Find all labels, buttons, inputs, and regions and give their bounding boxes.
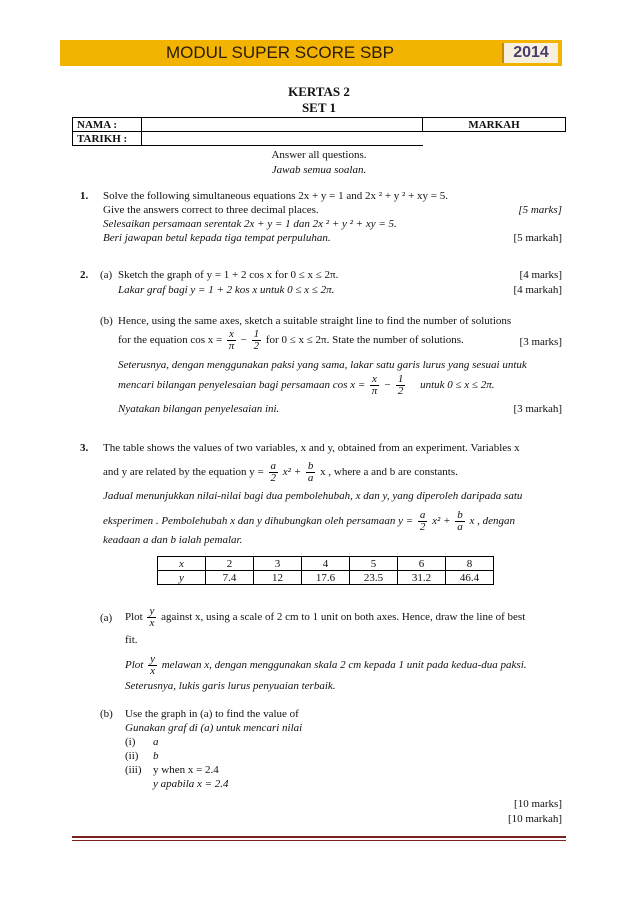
instruction-my: Jawab semua soalan. [271, 164, 367, 176]
paper-title: KERTAS 2 [288, 84, 350, 99]
y-label: y [158, 571, 206, 585]
table-row [158, 571, 494, 585]
footer-divider-thin [72, 840, 566, 841]
table-cell: 5 [350, 557, 398, 571]
fraction-one-half: $\frac{1}{2}$ [253, 328, 260, 352]
q2b-text-en: Hence, using the same axes, sketch a suitable straight line to find the number of solutions [118, 315, 512, 327]
q2b-text-my-3: Nyatakan bilangan penyelesaian ini. [118, 403, 280, 415]
fraction-x-over-pi: $\frac{x}{\pi}$ [228, 328, 235, 352]
q1-text-my: Selesaikan persamaan serentak 2x + y = 1 dan 2x ² + y ² + xy = 5. [103, 218, 397, 230]
q2b-equation-en: for the equation cos x = $\frac{x}{\pi}$ − $\frac{1}{2}$ for 0 ≤ x ≤ 2π. State the number of solutions. [118, 328, 464, 352]
q3-text-my-3: keadaan a dan b ialah pemalar. [103, 534, 243, 546]
q2b-eq-prefix: for the equation cos x = [118, 334, 223, 347]
table-cell: 2 [206, 557, 254, 571]
year-badge: 2014 [502, 43, 558, 63]
q2a-marks-my: [4 markah] [513, 284, 562, 296]
table-cell: 23.5 [350, 571, 398, 585]
q3b-item-ii-label: (ii) [125, 750, 139, 762]
name-label: NAMA : [73, 118, 142, 132]
q3b-label: (b) [100, 708, 113, 720]
q2b-marks-en: [3 marks] [519, 336, 562, 348]
q2-number: 2. [80, 269, 89, 281]
q3b-item-iii-text-my: y apabila x = 2.4 [153, 778, 229, 790]
q2a-text-my: Lakar graf bagi y = 1 + 2 kos x untuk 0 ≤ x ≤ 2π. [118, 284, 335, 296]
q2a-marks-en: [4 marks] [519, 269, 562, 281]
q2b-text-my: Seterusnya, dengan menggunakan paksi yang sama, lakar satu garis lurus yang sesuai untuk [118, 359, 527, 371]
name-field [142, 118, 423, 132]
table-cell: 3 [254, 557, 302, 571]
marks-label: MARKAH [423, 118, 566, 132]
q1-marks-my: [5 markah] [513, 232, 562, 244]
module-title: MODUL SUPER SCORE SBP [166, 43, 394, 62]
table-cell: 12 [254, 571, 302, 585]
q3b-item-i-text: a [153, 736, 159, 748]
q2a-label: (a) [100, 269, 113, 281]
q1-text-my-2: Beri jawapan betul kepada tiga tempat perpuluhan. [103, 232, 331, 244]
x-label: x [158, 557, 206, 571]
q3a-text-fit: fit. [125, 634, 138, 646]
table-cell: 4 [302, 557, 350, 571]
q1-number: 1. [80, 190, 89, 202]
q2b-eq-suffix: for 0 ≤ x ≤ 2π. State the number of solutions. [265, 334, 464, 347]
q3b-text-my: Gunakan graf di (a) untuk mencari nilai [125, 722, 303, 734]
q3-text-en: The table shows the values of two variables, x and y, obtained from an experiment. Variables x [103, 442, 520, 454]
q3a-text-my-2: Seterusnya, lukis garis lurus penyuaian terbaik. [125, 680, 336, 692]
q3-marks-en: [10 marks] [514, 798, 562, 810]
q3a-label: (a) [100, 612, 113, 624]
q1-marks-en: [5 marks] [518, 204, 562, 216]
q2b-label: (b) [100, 315, 113, 327]
q3b-item-i-label: (i) [125, 736, 136, 748]
date-label: TARIKH : [73, 132, 142, 146]
table-cell: 46.4 [446, 571, 494, 585]
q3-equation-my: eksperimen . Pembolehubah x dan y dihubungkan oleh persamaan y = $\frac{a}{2}$ x² + $\frac{b}{a}$ x , dengan [103, 509, 516, 533]
footer-divider [72, 836, 566, 838]
date-field [142, 132, 423, 146]
data-table [157, 556, 494, 585]
q3b-item-iii-label: (iii) [125, 764, 142, 776]
q2b-marks-my: [3 markah] [513, 403, 562, 415]
table-cell: 8 [446, 557, 494, 571]
table-cell: 6 [398, 557, 446, 571]
header-banner [60, 40, 562, 66]
q3-text-my: Jadual menunjukkan nilai-nilai bagi dua pembolehubah, x dan y, yang diperoleh daripada satu [103, 490, 523, 502]
set-title: SET 1 [301, 100, 337, 115]
q3b-text-en: Use the graph in (a) to find the value of [125, 708, 299, 720]
q1-text-en-2: Give the answers correct to three decimal places. [103, 204, 319, 216]
table-cell: 7.4 [206, 571, 254, 585]
q3-equation-en: and y are related by the equation y = $\frac{a}{2}$ x² + $\frac{b}{a}$ x , where a and b are constants. [103, 460, 458, 484]
table-cell: 17.6 [302, 571, 350, 585]
table-row [158, 557, 494, 571]
q1-text-en: Solve the following simultaneous equations 2x + y = 1 and 2x ² + y ² + xy = 5. [103, 190, 448, 202]
q3b-item-ii-text: b [153, 750, 159, 762]
q3a-text-my: Plot $\frac{y}{x}$ melawan x, dengan menggunakan skala 2 cm kepada 1 unit pada kedua-dua paksi. [125, 653, 527, 677]
q2a-text-en: Sketch the graph of y = 1 + 2 cos x for 0 ≤ x ≤ 2π. [118, 269, 339, 281]
q3-marks-my: [10 markah] [507, 813, 562, 825]
instruction-en: Answer all questions. [271, 149, 367, 161]
table-cell: 31.2 [398, 571, 446, 585]
q3-number: 3. [80, 442, 89, 454]
q2b-equation-my: mencari bilangan penyelesaian bagi persamaan cos x = $\frac{x}{\pi}$ − $\frac{1}{2}$ untuk 0 ≤ x ≤ 2π. [118, 373, 495, 397]
student-info-table [72, 117, 566, 146]
q3b-item-iii-text: y when x = 2.4 [153, 764, 219, 776]
q3a-text-en: Plot $\frac{y}{x}$ against x, using a scale of 2 cm to 1 unit on both axes. Hence, draw the line of best [125, 605, 526, 629]
